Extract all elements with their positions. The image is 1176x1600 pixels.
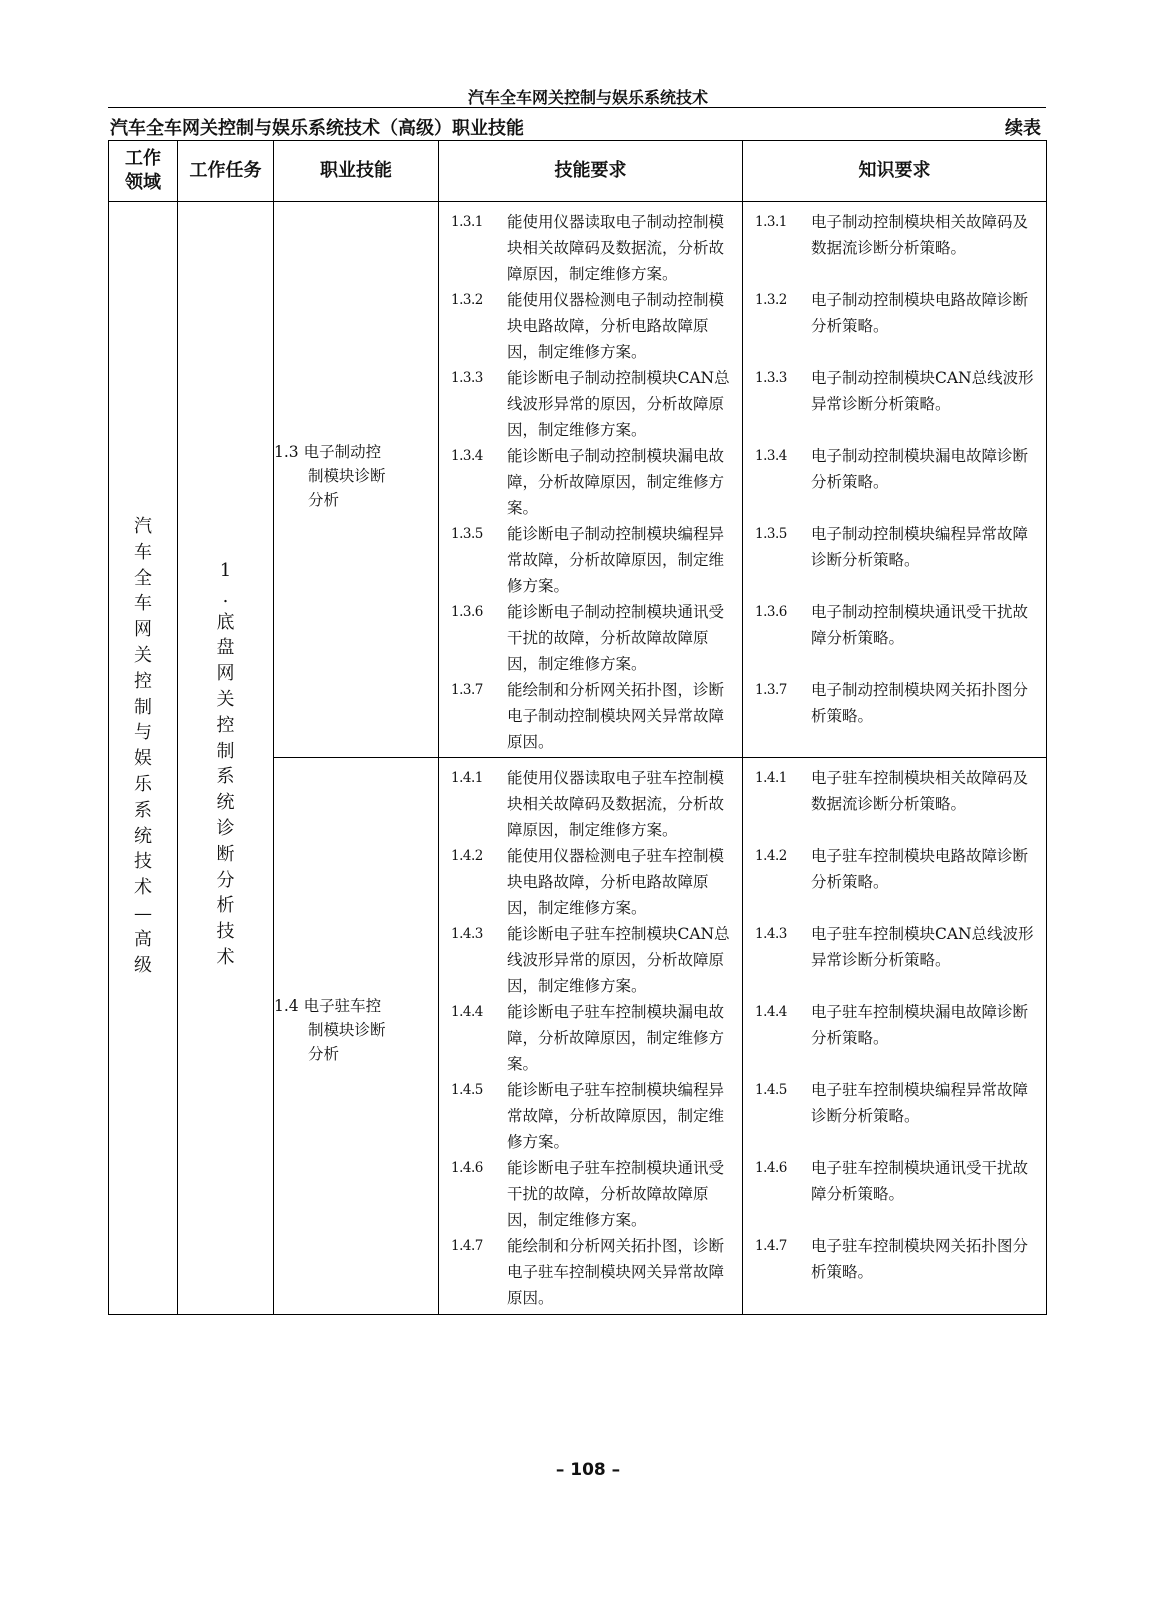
- item-text: 能诊断电子制动控制模块CAN总线波形异常的原因，分析故障原因，制定维修方案。: [507, 369, 730, 439]
- item-text: 电子制动控制模块电路故障诊断分析策略。: [811, 291, 1029, 335]
- skill-requirement-item: [439, 600, 742, 678]
- header-skill-requirements: 技能要求: [439, 141, 743, 202]
- item-text: 电子驻车控制模块CAN总线波形异常诊断分析策略。: [811, 925, 1034, 970]
- item-text: 电子驻车控制模块电路故障诊断分析策略。: [811, 847, 1029, 892]
- vertical-char: 底: [216, 611, 235, 633]
- knowledge-requirement-item: [743, 1234, 1046, 1286]
- skill-requirements-cell-1-4: [439, 758, 743, 1314]
- skill-requirement-item: [439, 1156, 742, 1234]
- knowledge-requirement-item: [743, 922, 1046, 1000]
- skill-name-line: 分析: [308, 491, 340, 509]
- header-row: [109, 141, 1047, 202]
- vertical-char: 术: [216, 946, 235, 968]
- knowledge-requirement-item: [743, 210, 1046, 288]
- item-number: 1.4.1: [451, 770, 483, 787]
- item-text: 电子驻车控制模块通讯受干扰故障分析策略。: [811, 1159, 1029, 1204]
- vertical-char: 分: [216, 869, 235, 891]
- item-text: 能绘制和分析网关拓扑图，诊断电子驻车控制模块网关异常故障原因。: [507, 1237, 725, 1307]
- vertical-char: 断: [216, 843, 235, 865]
- skill-name-line: 制模块诊断: [308, 467, 386, 485]
- task-text: [178, 558, 273, 971]
- vertical-char: 车: [134, 541, 152, 563]
- item-text: 电子制动控制模块漏电故障诊断分析策略。: [811, 447, 1029, 491]
- item-text: 电子驻车控制模块相关故障码及数据流诊断分析策略。: [811, 769, 1029, 814]
- item-number: 1.3.6: [451, 604, 483, 620]
- item-text: 电子驻车控制模块漏电故障诊断分析策略。: [811, 1003, 1029, 1048]
- running-head: 汽车全车网关控制与娱乐系统技术: [467, 88, 708, 107]
- vertical-char: 系: [134, 799, 152, 821]
- knowledge-requirement-item: [743, 766, 1046, 844]
- skills-table: [108, 140, 1047, 1315]
- item-number: 1.4.3: [755, 926, 787, 943]
- knowledge-requirement-item: [743, 288, 1046, 366]
- item-number: 1.4.7: [451, 1238, 483, 1255]
- item-number: 1.3.5: [451, 526, 483, 542]
- header-domain: 工作领域: [109, 141, 178, 202]
- item-number: 1.3.5: [755, 526, 787, 542]
- knowledge-requirement-item: [743, 844, 1046, 922]
- vertical-char: 全: [134, 567, 152, 589]
- skill-requirement-item: [439, 844, 742, 922]
- continued-label: 续表: [1005, 118, 1041, 139]
- skill-requirement-item: [439, 766, 742, 844]
- item-number: 1.4.5: [451, 1082, 483, 1099]
- domain-text: [109, 514, 177, 978]
- skill-name-line: 1.4 电子驻车控: [274, 997, 382, 1016]
- knowledge-requirement-item: [743, 678, 1046, 730]
- vertical-char: 控: [216, 714, 235, 736]
- knowledge-requirements-cell-1-3: [743, 202, 1047, 758]
- vertical-char: 术: [134, 877, 152, 899]
- group-row-1-3: [109, 202, 1047, 758]
- item-number: 1.4.1: [755, 770, 787, 787]
- knowledge-requirement-item: [743, 1156, 1046, 1234]
- item-text: 电子制动控制模块相关故障码及数据流诊断分析策略。: [811, 213, 1029, 257]
- task-cell: [178, 202, 274, 1315]
- skill-requirement-item: [439, 1000, 742, 1078]
- page-number: – 108 –: [555, 1460, 621, 1480]
- skill-requirement-item: [439, 522, 742, 600]
- skill-requirement-item: [439, 922, 742, 1000]
- skill-requirement-item: [439, 366, 742, 444]
- item-number: 1.3.7: [451, 682, 483, 698]
- item-number: 1.4.5: [755, 1082, 787, 1099]
- vertical-char: .: [222, 585, 229, 607]
- vertical-char: 关: [216, 688, 235, 710]
- item-number: 1.3.2: [451, 292, 483, 308]
- vertical-char: 系: [216, 766, 235, 788]
- vertical-char: 与: [134, 722, 152, 744]
- skill-requirement-item: [439, 444, 742, 522]
- vertical-char: 网: [134, 619, 152, 641]
- skill-requirements-cell-1-3: [439, 202, 743, 758]
- item-number: 1.4.2: [755, 848, 787, 865]
- vertical-char: 车: [134, 593, 152, 615]
- knowledge-requirement-item: [743, 1078, 1046, 1156]
- item-number: 1.3.4: [451, 448, 483, 464]
- skill-requirement-item: [439, 288, 742, 366]
- item-number: 1.4.2: [451, 848, 483, 865]
- vertical-char: 统: [134, 825, 152, 847]
- skill-cell-1-3: [274, 202, 439, 758]
- skill-name-line: 分析: [308, 1045, 340, 1064]
- item-number: 1.3.6: [755, 604, 787, 620]
- vertical-char: 统: [216, 792, 235, 814]
- item-text: 能绘制和分析网关拓扑图，诊断电子制动控制模块网关异常故障原因。: [507, 681, 725, 751]
- knowledge-requirement-item: [743, 366, 1046, 444]
- item-number: 1.4.4: [755, 1004, 787, 1021]
- item-text: 能诊断电子驻车控制模块漏电故障，分析故障原因，制定维修方案。: [507, 1003, 725, 1073]
- vertical-char: 技: [134, 851, 152, 873]
- knowledge-requirement-item: [743, 444, 1046, 522]
- item-text: 电子驻车控制模块编程异常故障诊断分析策略。: [811, 1081, 1029, 1126]
- item-text: 能诊断电子制动控制模块漏电故障，分析故障原因，制定维修方案。: [507, 447, 725, 517]
- knowledge-requirement-item: [743, 522, 1046, 600]
- item-number: 1.4.3: [451, 926, 483, 943]
- vertical-char: 控: [134, 670, 152, 692]
- item-text: 能诊断电子驻车控制模块通讯受干扰的故障，分析故障故障原因，制定维修方案。: [507, 1159, 725, 1229]
- item-text: 能使用仪器读取电子制动控制模块相关故障码及数据流，分析故障原因，制定维修方案。: [507, 213, 725, 283]
- vertical-char: 级: [134, 954, 152, 976]
- vertical-char: 析: [216, 895, 235, 917]
- item-text: 能使用仪器读取电子驻车控制模块相关故障码及数据流，分析故障原因，制定维修方案。: [507, 769, 725, 839]
- item-number: 1.3.1: [451, 214, 483, 230]
- item-text: 能使用仪器检测电子驻车控制模块电路故障，分析电路故障原因，制定维修方案。: [507, 847, 725, 917]
- knowledge-requirement-item: [743, 1000, 1046, 1078]
- skill-name-line: 制模块诊断: [308, 1021, 386, 1040]
- item-number: 1.3.4: [755, 448, 787, 464]
- knowledge-requirements-cell-1-4: [743, 758, 1047, 1314]
- vertical-char: 制: [134, 696, 152, 718]
- header-skill: 职业技能: [274, 141, 439, 202]
- knowledge-requirement-item: [743, 600, 1046, 678]
- item-number: 1.3.1: [755, 214, 787, 230]
- item-text: 电子制动控制模块通讯受干扰故障分析策略。: [811, 603, 1029, 647]
- item-text: 能诊断电子制动控制模块通讯受干扰的故障，分析故障故障原因，制定维修方案。: [507, 603, 725, 673]
- skill-requirement-item: [439, 210, 742, 288]
- vertical-char: 技: [216, 921, 235, 943]
- item-text: 电子驻车控制模块网关拓扑图分析策略。: [811, 1237, 1029, 1282]
- header-rule: [108, 107, 1046, 108]
- skill-requirement-item: [439, 1234, 742, 1311]
- header-knowledge-requirements: 知识要求: [743, 141, 1047, 202]
- vertical-char: —: [134, 902, 152, 924]
- item-number: 1.3.3: [451, 370, 483, 386]
- vertical-char: 网: [216, 663, 235, 685]
- skill-requirement-item: [439, 1078, 742, 1156]
- item-text: 能诊断电子驻车控制模块编程异常故障，分析故障原因，制定维修方案。: [507, 1081, 725, 1151]
- table-caption: 汽车全车网关控制与娱乐系统技术（高级）职业技能: [110, 118, 524, 139]
- item-number: 1.4.7: [755, 1238, 787, 1255]
- vertical-char: 娱: [134, 748, 152, 770]
- item-text: 电子制动控制模块CAN总线波形异常诊断分析策略。: [811, 369, 1034, 413]
- vertical-char: 汽: [134, 516, 152, 537]
- item-number: 1.3.2: [755, 292, 787, 308]
- skill-requirement-item: [439, 678, 742, 755]
- skill-cell-1-4: [274, 758, 439, 1314]
- item-number: 1.3.3: [755, 370, 787, 386]
- vertical-char: 制: [216, 740, 235, 762]
- item-text: 能使用仪器检测电子制动控制模块电路故障，分析电路故障原因，制定维修方案。: [507, 291, 725, 361]
- skill-name-line: 1.3 电子制动控: [274, 443, 382, 461]
- item-text: 电子制动控制模块编程异常故障诊断分析策略。: [811, 525, 1029, 569]
- vertical-char: 高: [134, 928, 152, 950]
- item-text: 能诊断电子制动控制模块编程异常故障，分析故障原因，制定维修方案。: [507, 525, 725, 595]
- vertical-char: 1: [219, 560, 232, 581]
- item-number: 1.4.4: [451, 1004, 483, 1021]
- domain-cell: [109, 202, 178, 1315]
- vertical-char: 关: [134, 644, 152, 666]
- header-task: 工作任务: [178, 141, 274, 202]
- vertical-char: 乐: [134, 773, 152, 795]
- item-text: 能诊断电子驻车控制模块CAN总线波形异常的原因，分析故障原因，制定维修方案。: [507, 925, 730, 995]
- item-text: 电子制动控制模块网关拓扑图分析策略。: [811, 681, 1029, 725]
- item-number: 1.4.6: [755, 1160, 787, 1177]
- item-number: 1.4.6: [451, 1160, 483, 1177]
- item-number: 1.3.7: [755, 682, 787, 698]
- vertical-char: 盘: [216, 637, 235, 659]
- vertical-char: 诊: [216, 817, 235, 839]
